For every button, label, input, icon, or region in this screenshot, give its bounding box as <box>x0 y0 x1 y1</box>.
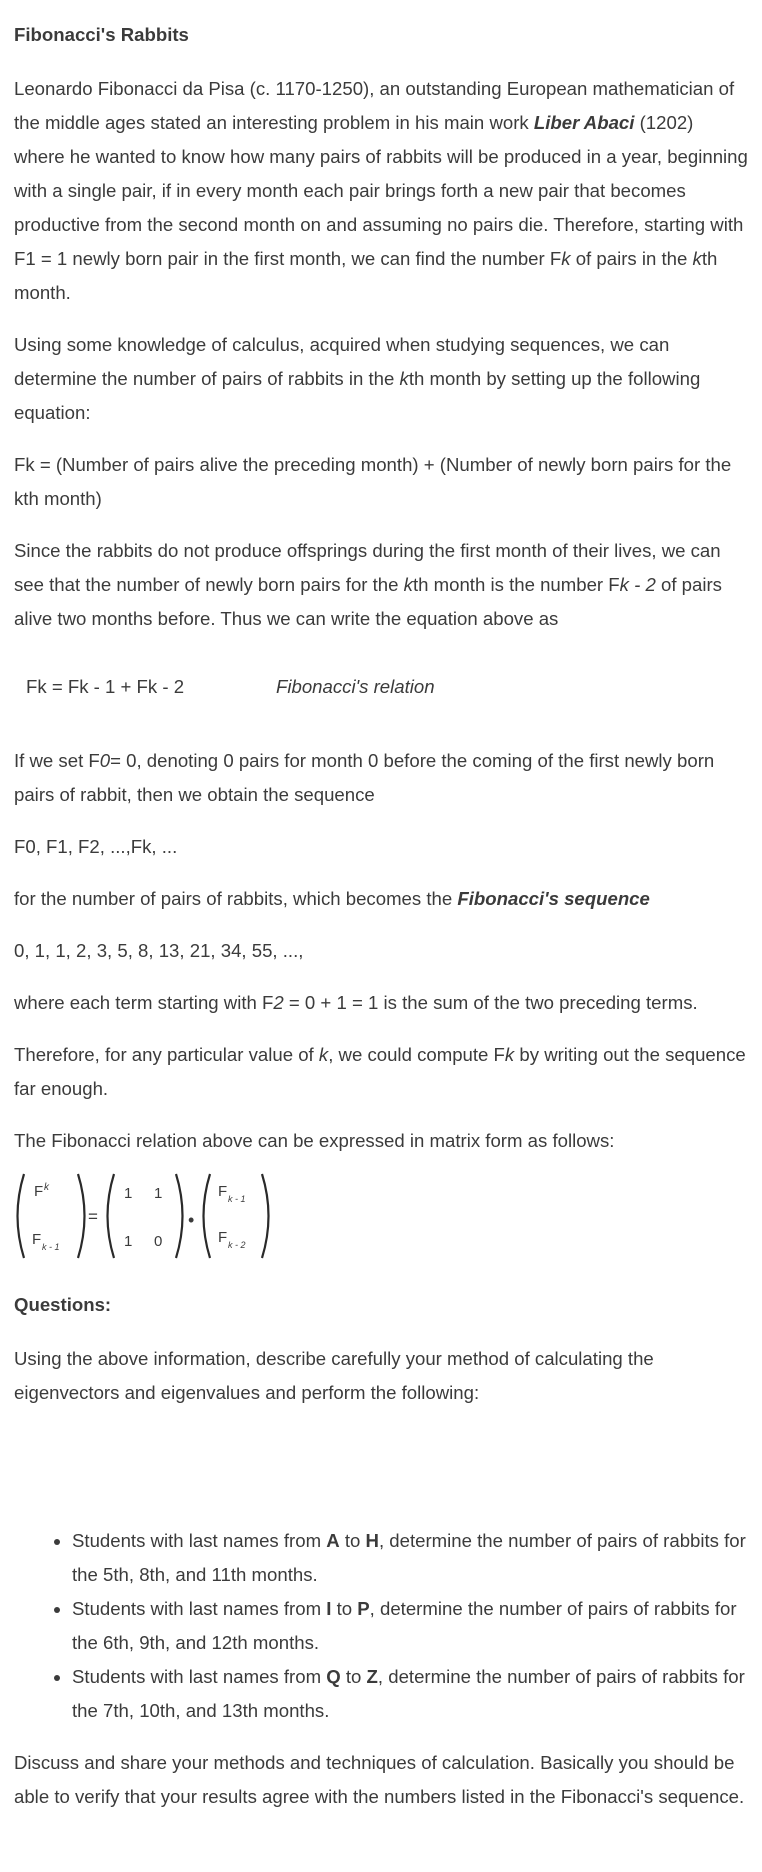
matrix-dot: • <box>188 1210 195 1230</box>
questions-intro: Using the above information, describe carefully your method of calculating the eigenvectors and eigenvalues and perform the following: <box>14 1348 654 1403</box>
relation-equation: Fk = Fk - 1 + Fk - 2 <box>26 676 185 697</box>
letter-to: P <box>357 1598 370 1619</box>
book-title: Liber Abaci <box>533 112 635 133</box>
letter-from: Q <box>326 1666 341 1687</box>
intro-paragraph <box>14 72 748 310</box>
offspring-k: k <box>403 574 413 595</box>
bullet-text-post: , determine the number of pairs of rabbits for the 6th, 9th, and 12th months. <box>72 1598 737 1653</box>
therefore-text-1: Therefore, for any particular value of <box>14 1044 319 1065</box>
where-text-1: where each term starting with F <box>14 992 274 1013</box>
lhs-top-sup: k <box>44 1182 49 1193</box>
lhs-top-f: F <box>34 1183 44 1200</box>
bullet-text-mid: to <box>340 1666 367 1687</box>
bullet-text-pre: Students with last names from <box>72 1666 327 1687</box>
matrix-equals: = <box>88 1207 98 1226</box>
offspring-text-1: Since the rabbits do not produce offsprings during the first month of their lives, we can see that the number of newly born pairs for the <box>14 540 721 595</box>
matrix-equation <box>14 1168 748 1268</box>
where-two: 2 <box>273 992 284 1013</box>
therefore-paragraph <box>14 1038 748 1106</box>
coef-a12: 1 <box>154 1185 163 1202</box>
rhs-bottom-sub: k - 2 <box>228 1240 246 1250</box>
offspring-text-3: of pairs alive two months before. Thus we can write the equation above as <box>14 574 722 629</box>
list-item <box>72 1524 748 1592</box>
bullet-text-mid: to <box>331 1598 358 1619</box>
relation-name: Fibonacci's relation <box>276 676 435 697</box>
rhs-left-paren <box>204 1174 211 1258</box>
rhs-top-f: F <box>218 1183 228 1200</box>
coef-a21: 1 <box>124 1233 133 1250</box>
where-paragraph <box>14 986 748 1020</box>
therefore-k: k <box>318 1044 329 1065</box>
spacer <box>14 1428 748 1504</box>
calculus-text-1: Using some knowledge of calculus, acquired when studying sequences, we can determine the number of pairs of rabbits in the <box>14 334 670 389</box>
rhs-bottom-f: F <box>218 1229 228 1246</box>
intro-text-4: th month. <box>14 248 718 303</box>
f0-text-2: = 0, denoting 0 pairs for month 0 before the coming of the first newly born pairs of rabbit, then we obtain the sequence <box>14 750 715 805</box>
question-list <box>14 1524 748 1728</box>
bullet-text-post: , determine the number of pairs of rabbits for the 7th, 10th, and 13th months. <box>72 1666 745 1721</box>
lhs-left-paren <box>18 1174 25 1258</box>
questions-heading: Questions: <box>14 1294 112 1315</box>
offspring-k-minus-2: k - 2 <box>619 574 656 595</box>
therefore-k2: k <box>504 1044 515 1065</box>
sequence-terms: F0, F1, F2, ...,Fk, ... <box>14 836 178 857</box>
list-item <box>72 1660 748 1728</box>
coef-right-paren <box>176 1174 183 1258</box>
therefore-text-3: by writing out the sequence far enough. <box>14 1044 746 1099</box>
list-item <box>72 1592 748 1660</box>
matrix-intro: The Fibonacci relation above can be expressed in matrix form as follows: <box>14 1130 615 1151</box>
letter-from: A <box>326 1530 340 1551</box>
calculus-paragraph <box>14 328 748 430</box>
f0-paragraph <box>14 744 748 812</box>
intro-k: k <box>561 248 571 269</box>
letter-from: I <box>326 1598 332 1619</box>
rhs-top-sub: k - 1 <box>228 1194 246 1204</box>
becomes-text: for the number of pairs of rabbits, which becomes the <box>14 888 458 909</box>
offspring-text-2: th month is the number F <box>412 574 620 595</box>
intro-text-3: of pairs in the <box>570 248 693 269</box>
fibonacci-sequence-term: Fibonacci's sequence <box>457 888 650 909</box>
intro-text-2: (1202) where he wanted to know how many pairs of rabbits will be produced in a year, beginning with a single pair, if in every month each pair brings forth a new pair that becomes productive from the second month on and assuming no pairs die. Therefore, starting with F1 = 1 newly born pair in the first month, we can find the number F <box>14 112 748 269</box>
therefore-text-2: , we could compute F <box>328 1044 505 1065</box>
bullet-text-pre: Students with last names from <box>72 1598 327 1619</box>
lhs-bottom-sub: k - 1 <box>42 1242 60 1252</box>
fibonacci-relation <box>14 670 748 704</box>
bullet-text-post: , determine the number of pairs of rabbits for the 5th, 8th, and 11th months. <box>72 1530 746 1585</box>
bullet-text-pre: Students with last names from <box>72 1530 327 1551</box>
coef-left-paren <box>108 1174 115 1258</box>
lhs-bottom-f: F <box>32 1231 42 1248</box>
letter-to: Z <box>366 1666 378 1687</box>
sequence-values: 0, 1, 1, 2, 3, 5, 8, 13, 21, 34, 55, ..., <box>14 940 304 961</box>
where-text-2: = 0 + 1 = 1 is the sum of the two preceding terms. <box>283 992 698 1013</box>
f0-zero: 0 <box>99 750 111 771</box>
lhs-right-paren <box>78 1174 85 1258</box>
closing-paragraph: Discuss and share your methods and techniques of calculation. Basically you should be able to verify that your results agree with the numbers listed in the Fibonacci's sequence. <box>14 1752 745 1807</box>
coef-a11: 1 <box>124 1185 133 1202</box>
calculus-text-2: th month by setting up the following equation: <box>14 368 701 423</box>
offspring-paragraph <box>14 534 748 636</box>
intro-text-1: Leonardo Fibonacci da Pisa (c. 1170-1250), an outstanding European mathematician of the middle ages stated an interesting problem in his main work <box>14 78 735 133</box>
intro-k2: k <box>692 248 702 269</box>
bullet-text-mid: to <box>339 1530 366 1551</box>
f0-text-1: If we set F <box>14 750 100 771</box>
matrix-figure <box>14 1168 284 1268</box>
letter-to: H <box>365 1530 379 1551</box>
fk-definition: Fk = (Number of pairs alive the preceding month) + (Number of newly born pairs for the kth month) <box>14 454 732 509</box>
page-title: Fibonacci's Rabbits <box>14 24 189 45</box>
calculus-k: k <box>399 368 409 389</box>
coef-a22: 0 <box>154 1233 163 1250</box>
becomes-paragraph <box>14 882 748 916</box>
rhs-right-paren <box>262 1174 269 1258</box>
